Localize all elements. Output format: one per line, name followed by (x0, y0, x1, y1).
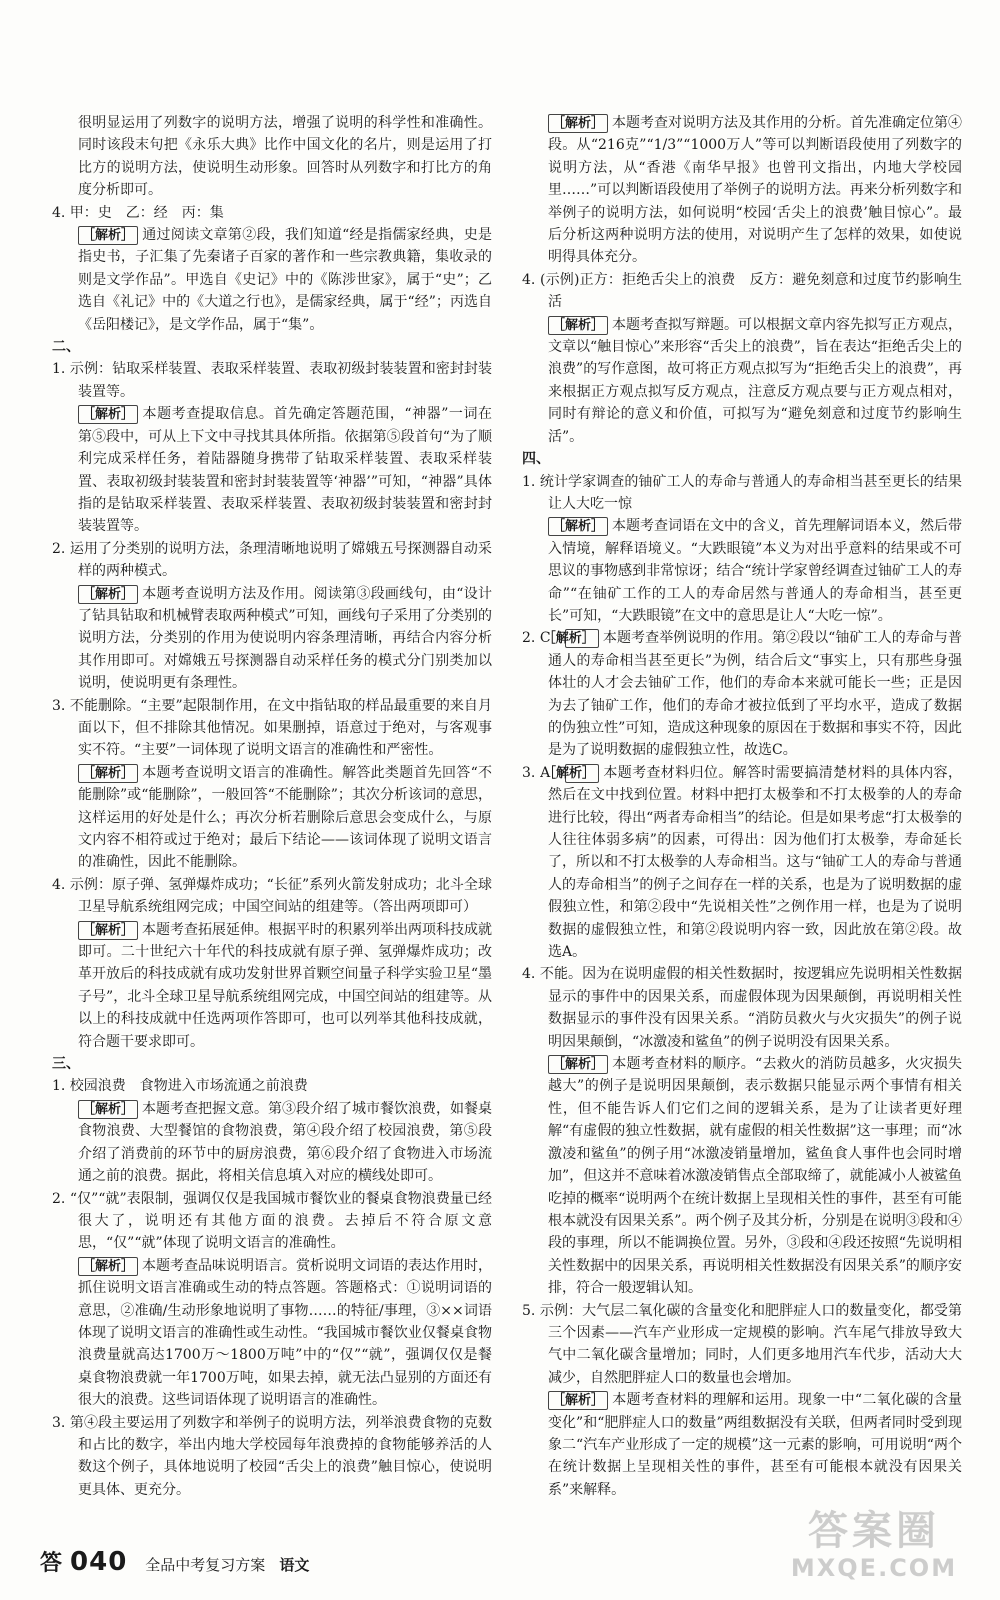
answer-item (522, 762, 962, 964)
analysis-text: 本题考查对说明方法及其作用的分析。首先准确定位第④段。从“216克”“1/3”“1000万人”等可以判断语段使用了列数字的说明方法，从“香港《南华早报》也曾刊文指出，内地大学校园里……”可以判断语段使用了举例子的说明方法。再来分析列数字和举例子的说明方法，如何说明“校园‘舌尖上的浪费’触目惊心”。最后分析这两种说明方法的使用，对说明产生了怎样的效果，如使说明得具体充分。 (548, 115, 963, 266)
analysis-text: 本题考查说明文语言的准确性。解答此类题首先回答“不能删除”或“能删除”，一般回答“不能删除”；其次分析该词的意思，这样运用的好处是什么；再次分析若删除后意思会变成什么，与原文内容不相符或过于绝对；最后下结论——该词体现了说明文语言的准确性，因此不能删除。 (78, 764, 492, 871)
analysis-text: 本题考查拟写辩题。可以根据文章内容先拟写正方观点，文章以“触目惊心”来形容“舌尖上的浪费”，旨在表达“拒绝舌尖上的浪费”的写作意图，故可将正方观点拟写为“拒绝舌尖上的浪费”，再来根据正方观点拟写反方观点，注意反方观点要与正方观点相对，同时有辩论的意义和价值，可拟写为“避免刻意和过度节约影响生活”。 (548, 316, 963, 445)
subject-label: 语文 (279, 1556, 310, 1574)
analysis-tag: ［解析］ (548, 517, 608, 536)
answer-item: 1. 统计学家调查的铀矿工人的寿命与普通人的寿命相当甚至更长的结果让人大吃一惊 (522, 473, 962, 512)
analysis-text: 本题考查把握文意。第③段介绍了城市餐饮浪费，如餐桌食物浪费、大型餐馆的食物浪费，第④段介绍了校园浪费，第⑤段介绍了消费前的环节中的厨房浪费，第⑥段介绍了食物进入市场流通之前的浪费。据此，将相关信息填入对应的横线处即可。 (78, 1100, 493, 1185)
answer-item: 4. (示例)正方：拒绝舌尖上的浪费 反方：避免刻意和过度节约影响生活 (522, 271, 962, 311)
answer-item: 3. 不能删除。“主要”起限制作用，在文中指钻取的样品最重要的来自月面以下，但不排除其他情况。如果删掉，语意过于绝对，与客观事实不符。“主要”一词体现了说明文语言的准确性和严密性。 (52, 697, 492, 759)
analysis-text: 本题考查说明方法及作用。阅读第③段画线句，由“设计了钻具钻取和机械臂表取两种模式”可知，画线句子采用了分类别的说明方法，分类别的作用为使说明内容条理清晰，再结合内容分析其作用即可。对嫦娥五号探测器自动采样任务的模式分门别类加以说明，使说明更有条理性。 (78, 585, 492, 692)
analysis-tag: ［解析］ (565, 629, 599, 648)
analysis-text: 本题考查举例说明的作用。第②段以“铀矿工人的寿命与普通人的寿命相当甚至更长”为例，结合后文“事实上，只有那些身强体壮的人才会去铀矿工作，他们的寿命本来就可能长一些；正是因为去了铀矿工作，他们的寿命才被拉低到了平均水平，造成了数据的伪独立性”可知，造成这种现象的原因在于数据和事实不符，因此是为了说明数据的虚假独立性，故选C。 (548, 630, 963, 759)
analysis-tag: ［解析］ (78, 1100, 138, 1119)
analysis-tag: ［解析］ (78, 921, 138, 940)
analysis-tag: ［解析］ (548, 114, 608, 133)
answer-choice: 2. C (522, 630, 551, 647)
analysis-text: 本题考查材料归位。解答时需要搞清楚材料的具体内容，然后在文中找到位置。材料中把打太极拳和不打太极拳的人的寿命进行比较，得出“两者寿命相当”的结论。但是如果考虑“打太极拳的人往往体弱多病”的因素，可得出：因为他们打太极拳，寿命延长了，所以和不打太极拳的人寿命相当。这与“铀矿工人的寿命与普通人的寿命相当”的例子之间存在一样的关系，也是为了说明数据的虚假独立性，和第②段中“先说相关性”之例作用一样，也是为了说明数据的虚假独立性，和第②段说明内容一致，因此放在第②段。故选A。 (548, 764, 962, 961)
right-column (522, 112, 962, 1501)
analysis-block (52, 762, 492, 874)
section-heading: 三、 (52, 1056, 80, 1073)
analysis-text: 本题考查品味说明语言。赏析说明文词语的表达作用时，抓住说明文语言准确或生动的特点答题。答题格式：①说明词语的意思，②准确/生动形象地说明了事物……的特征/事理，③××词语体现了说明文语言的准确性或生动性。“我国城市餐饮业仅餐桌食物浪费量就高达1700万～1800万吨”中的“仅”“就”，强调仅仅是餐桌食物浪费就一年1700万吨，如果去掉，就无法凸显别的方面还有很大的浪费。这些词语体现了说明语言的准确性。 (78, 1257, 493, 1409)
answer-item: 2. “仅”“就”表限制，强调仅仅是我国城市餐饮业的餐桌食物浪费量已经很大了，说明还有其他方面的浪费。去掉后不符合原文意思，“仅”“就”体现了说明文语言的准确性。 (52, 1190, 492, 1252)
analysis-block (52, 583, 492, 695)
page-number: 040 (70, 1547, 128, 1577)
analysis-tag: ［解析］ (548, 1391, 608, 1410)
answer-item: 1. 示例：钻取采样装置、表取采样装置、表取初级封装装置和密封封装装置等。 (52, 361, 492, 400)
analysis-text: 本题考查拓展延伸。根据平时的积累列举出两项科技成就即可。二十世纪六十年代的科技成就有原子弹、氢弹爆炸成功；改革开放后的科技成就有成功发射世界首颗空间量子科学实验卫星“墨子号”，北斗全球卫星导航系统组网完成，中国空间站的组建等。从以上的科技成就中任选两项作答即可，也可以列举其他科技成就，符合题干要求即可。 (78, 921, 493, 1050)
answer-item: 4. 不能。因为在说明虚假的相关性数据时，按逻辑应先说明相关性数据显示的事件中的因果关系，而虚假体现为因果颠倒，再说明相关性数据显示的事件没有因果关系。“消防员救火与火灾损失”的例子说明因果颠倒，“冰激凌和鲨鱼”的例子说明没有因果关系。 (522, 966, 962, 1050)
analysis-tag: ［解析］ (565, 764, 599, 783)
page-footer (40, 1546, 309, 1577)
analysis-tag: ［解析］ (78, 405, 138, 424)
analysis-tag: ［解析］ (548, 1055, 608, 1074)
section-heading: 二、 (52, 339, 80, 356)
analysis-text: 本题考查词语在文中的含义，首先理解词语本义，然后带入情境，解释语境义。“大跌眼镜”本义为对出乎意料的结果或不可思议的事物感到非常惊讶；结合“统计学家曾经调查过铀矿工人的寿命”“在铀矿工作的工人的寿命居然与普通人的寿命相当，甚至更长”可知，“大跌眼镜”在文中的意思是让人“大吃一惊”。 (548, 518, 963, 624)
analysis-block (52, 1098, 492, 1188)
answer-choice: 3. A (522, 764, 551, 781)
answer-item: 4. 甲：史 乙：经 丙：集 (52, 204, 224, 221)
analysis-block (52, 224, 492, 336)
analysis-continuation: 很明显运用了列数字的说明方法，增强了说明的科学性和准确性。同时该段末句把《永乐大典》比作中国文化的名片，则是运用了打比方的说明方法，使说明生动形象。回答时从列数字和打比方的角度分析即可。 (78, 115, 492, 199)
analysis-block (52, 1255, 492, 1412)
analysis-block (52, 919, 492, 1053)
answer-item: 2. 运用了分类别的说明方法，条理清晰地说明了嫦娥五号探测器自动采样的两种模式。 (52, 540, 492, 580)
analysis-tag: ［解析］ (78, 1257, 138, 1276)
analysis-tag: ［解析］ (78, 585, 138, 604)
analysis-block (522, 1053, 962, 1299)
answer-item (522, 627, 962, 761)
analysis-text: 本题考查材料的顺序。“去救火的消防员越多，火灾损失越大”的例子是说明因果颠倒，表示数据只能显示两个事情有相关性，但不能告诉人们它们之间的逻辑关系，是为了让读者更好理解“有虚假的独立性数据，就有虚假的相关性数据”这一事理；而“冰激凌和鲨鱼”的例子用“冰激凌销量增加，鲨鱼食人事件也会同时增加”，但这并不意味着冰激凌销售点全部取缔了，就能减小人被鲨鱼吃掉的概率“说明两个在统计数据上呈现相关性的事件，甚至有可能根本就没有因果关系”。两个例子及其分析，分别是在说明③段和④段的事理，所以不能调换位置。另外，③段和④段还按照“先说明相关性数据中的因果关系，再说明相关性数据没有因果关系”的顺序安排，符合一般逻辑认知。 (548, 1056, 962, 1297)
series-title: 全品中考复习方案 (145, 1556, 266, 1574)
analysis-block (522, 112, 962, 269)
watermark-logo (774, 1500, 974, 1590)
answer-item: 5. 示例：大气层二氧化碳的含量变化和肥胖症人口的数量变化，都受第三个因素——汽车产业形成一定规模的影响。汽车尾气排放导致大气中二氧化碳含量增加；同时，人们更多地用汽车代步，活动大大减少，自然肥胖症人口的数量也会增加。 (522, 1302, 962, 1386)
analysis-tag: ［解析］ (78, 226, 138, 245)
analysis-text: 本题考查提取信息。首先确定答题范围，“神器”一词在第⑤段中，可从上下文中寻找其具体所指。依据第⑤段首句“为了顺利完成采样任务，着陆器随身携带了钻取采样装置、表取采样装置、表取初级封装装置和密封封装装置等‘神器’”可知，“神器”具体指的是钻取采样装置、表取采样装置、表取初级封装装置和密封封装装置等。 (78, 406, 492, 535)
analysis-block (522, 1389, 962, 1501)
answer-item: 1. 校园浪费 食物进入市场流通之前浪费 (52, 1078, 308, 1095)
analysis-text: 本题考查材料的理解和运用。现象一中“二氧化碳的含量变化”和“肥胖症人口的数量”两组数据没有关联，但两者同时受到现象二“汽车产业形成了一定的规模”这一元素的影响，可用说明“两个在统计数据上呈现相关性的事件，甚至有可能根本就没有因果关系”来解释。 (548, 1392, 962, 1498)
analysis-tag: ［解析］ (78, 764, 138, 783)
watermark-text: 答案圈 (808, 1508, 940, 1554)
section-heading: 四、 (522, 451, 550, 468)
analysis-block (522, 515, 962, 627)
answer-item: 4. 示例：原子弹、氢弹爆炸成功；“长征”系列火箭发射成功；北斗全球卫星导航系统组网完成；中国空间站的组建等。（答出两项即可） (52, 876, 492, 916)
analysis-block (52, 403, 492, 537)
analysis-text: 通过阅读文章第②段，我们知道“经是指儒家经典，史是指史书，子汇集了先秦诸子百家的著作和一些宗教典籍，集收录的则是文学作品”。甲选自《史记》中的《陈涉世家》，属于“史”；乙选自《礼记》中的《大道之行也》，是儒家经典，属于“经”；丙选自《岳阳楼记》，是文学作品，属于“集”。 (78, 227, 492, 333)
answer-item: 3. 第④段主要运用了列数字和举例子的说明方法，列举浪费食物的克数和占比的数字，举出内地大学校园每年浪费掉的食物能够养活的人数这个例子，具体地说明了校园“舌尖上的浪费”触目惊心，使说明更具体、更充分。 (52, 1414, 492, 1498)
watermark-url: MXQE.COM (790, 1554, 958, 1582)
analysis-tag: ［解析］ (548, 316, 608, 335)
answer-mark: 答 (40, 1551, 63, 1576)
analysis-block (522, 314, 962, 448)
left-column (52, 112, 492, 1501)
